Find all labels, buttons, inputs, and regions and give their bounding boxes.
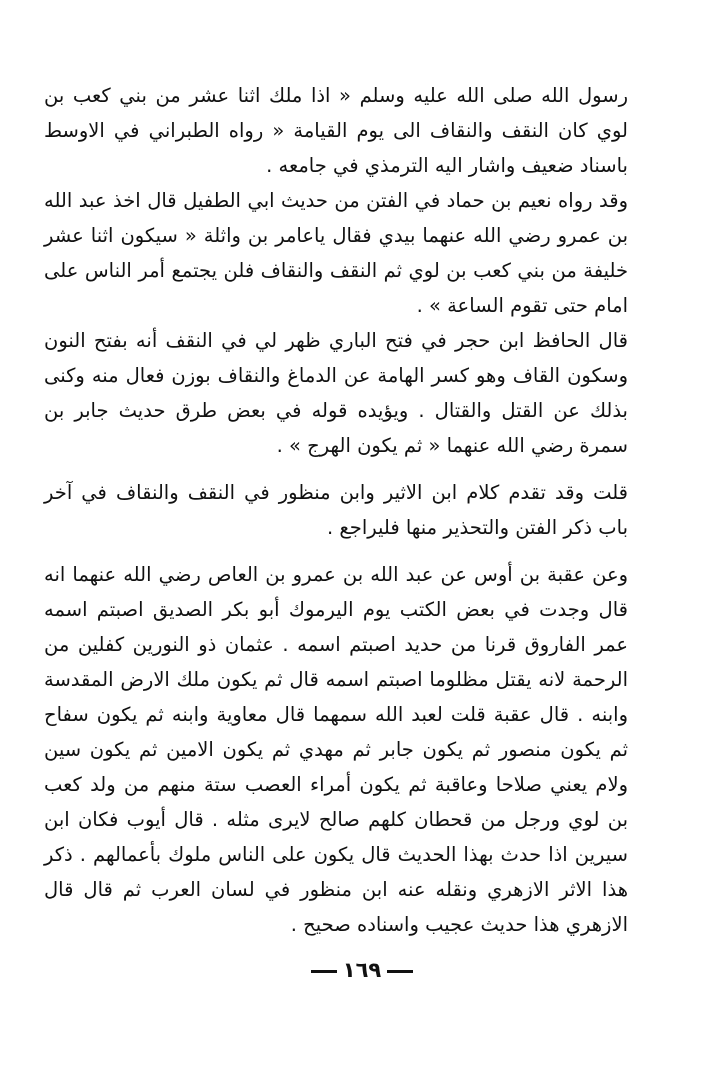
page-body	[44, 78, 628, 942]
paragraph-4: قلت وقد تقدم كلام ابن الاثير وابن منظور في النقف والنقاف في آخر باب ذكر الفتن والتحذير منها فليراجع .	[44, 481, 628, 539]
paragraph-1: رسول الله صلى الله عليه وسلم « اذا ملك اثنا عشر من بني كعب بن لوي كان النقف والنقاف الى يوم القيامة « رواه الطبراني في الاوسط باسناد ضعيف واشار اليه الترمذي في جامعه .	[44, 84, 628, 177]
page-number: ١٦٩	[342, 958, 382, 982]
paragraph-3: قال الحافظ ابن حجر في فتح الباري ظهر لي في النقف أنه بفتح النون وسكون القاف وهو كسر الهامة عن الدماغ والنقاف بوزن فعال منه وكنى بذلك عن القتل والقتال . ويؤيده قوله في بعض طرق حديث جابر بن سمرة رضي الله عنهما « ثم يكون الهرج » .	[44, 329, 628, 457]
page-number-footer	[0, 958, 724, 982]
page-number-dash-right	[387, 970, 413, 973]
page-number-dash-left	[311, 970, 337, 973]
paragraph-5: وعن عقبة بن أوس عن عبد الله بن عمرو بن العاص رضي الله عنهما انه قال وجدت في بعض الكتب يوم اليرموك أبو بكر الصديق اصبتم اسمه عمر الفاروق قرنا من حديد اصبتم اسمه . عثمان ذو النورين كفلين من الرحمة لانه يقتل مظلوما اصبتم اسمه قال ثم يكون ملك الارض المقدسة وابنه . قال عقبة قلت لعبد الله سمهما قال معاوية وابنه ثم يكون سفاح ثم يكون منصور ثم يكون جابر ثم مهدي ثم يكون الامين ثم يكون سين ولام يعني صلاحا وعاقبة ثم يكون أمراء العصب ستة منهم من ولد كعب بن لوي ورجل من قحطان كلهم صالح لايرى مثله . قال أيوب فكان ابن سيرين اذا حدث بهذا الحديث قال يكون على الناس ملوك بأعمالهم . ذكر هذا الاثر الازهري ونقله عنه ابن منظور في لسان العرب ثم قال قال الازهري هذا حديث عجيب واسناده صحيح .	[44, 563, 628, 936]
paragraph-2: وقد رواه نعيم بن حماد في الفتن من حديث ابي الطفيل قال اخذ عبد الله بن عمرو رضي الله عنهما بيدي فقال ياعامر بن واثلة « سيكون اثنا عشر خليفة من بني كعب بن لوي ثم النقف والنقاف فلن يجتمع أمر الناس على امام حتى تقوم الساعة » .	[44, 189, 628, 317]
